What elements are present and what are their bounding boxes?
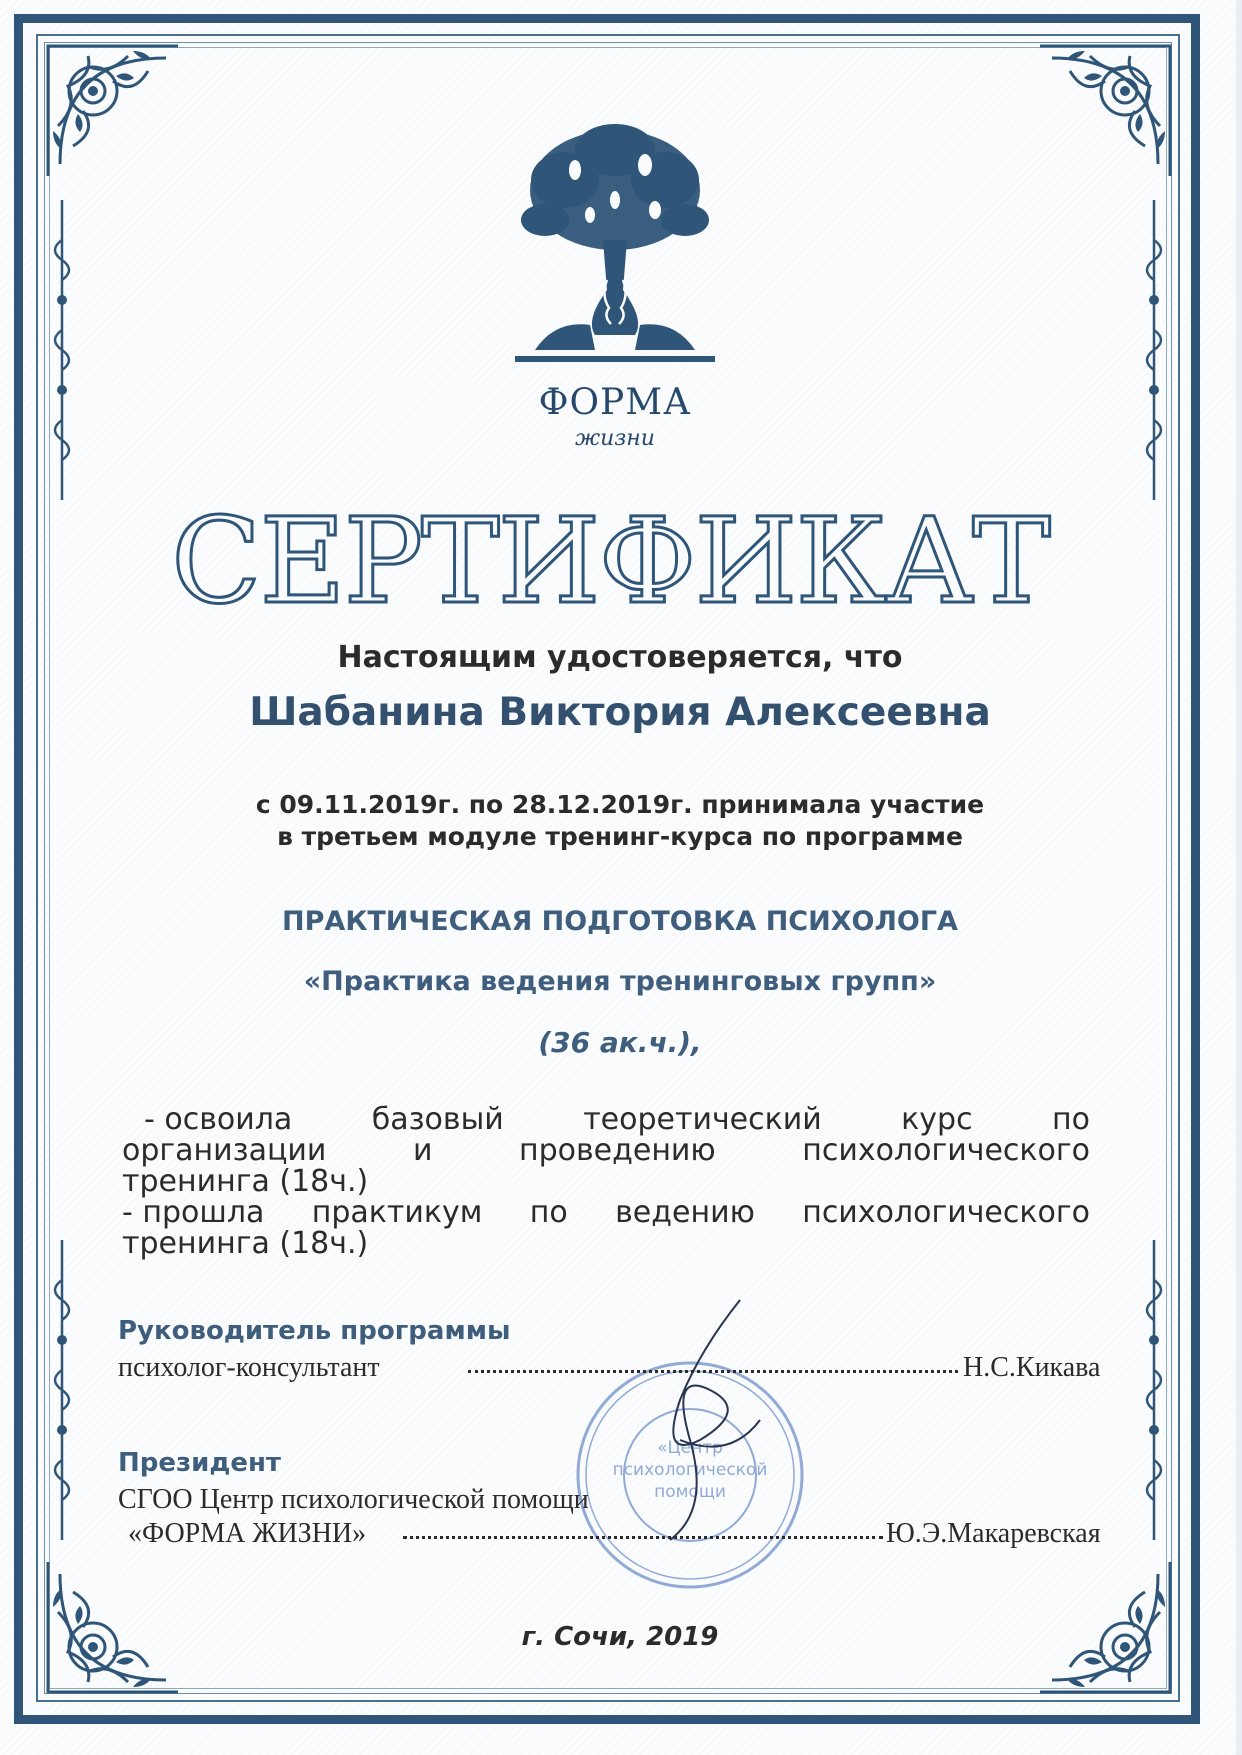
side-ornament-icon: [42, 200, 82, 500]
logo-subtitle: жизни: [575, 426, 655, 451]
president-signature-line: [118, 1518, 1101, 1552]
city-year: г. Сочи, 2019: [521, 1622, 719, 1652]
period-text-line1: с 09.11.2019г. по 28.12.2019г. принимала участие: [255, 790, 985, 819]
program-head-title: Руководитель программы: [118, 1316, 511, 1346]
corner-ornament-icon: [38, 36, 188, 186]
president-org-name: «ФОРМА ЖИЗНИ»: [128, 1518, 367, 1549]
course-hours: (36 ак.ч.),: [538, 1026, 702, 1059]
svg-text:«Центр: «Центр: [657, 1438, 723, 1458]
page-edge: [1236, 0, 1242, 1755]
dotted-leader: [468, 1370, 958, 1373]
president-name: Ю.Э.Макаревская: [886, 1518, 1101, 1549]
president-title: Президент: [118, 1448, 281, 1478]
dotted-leader: [403, 1536, 883, 1539]
certificate-title: [170, 492, 1050, 630]
program-title: ПРАКТИЧЕСКАЯ ПОДГОТОВКА ПСИХОЛОГА: [282, 906, 958, 937]
corner-ornament-icon: [1030, 36, 1180, 186]
tree-faces-logo-icon: [495, 120, 735, 370]
list-item: тренинга (18ч.): [122, 1226, 369, 1261]
intro-text: Настоящим удостоверяется, что: [337, 640, 903, 675]
logo-title: ФОРМА: [538, 382, 692, 423]
program-head-signature-line: [118, 1352, 1101, 1386]
svg-text:психологической: психологической: [612, 1460, 768, 1480]
recipient-name: Шабанина Виктория Алексеевна: [249, 690, 991, 735]
side-ornament-icon: [1134, 1240, 1174, 1540]
list-item: - освоила базовый теоретический курс по: [144, 1102, 1090, 1137]
side-ornament-icon: [1134, 200, 1174, 500]
svg-text:помощи: помощи: [654, 1482, 726, 1502]
side-ornament-icon: [42, 1240, 82, 1540]
course-title: «Практика ведения тренинговых групп»: [303, 966, 937, 997]
period-text-line2: в третьем модуле тренинг-курса по программе: [277, 822, 963, 851]
list-item: - прошла практикум по ведению психологического: [122, 1195, 1090, 1230]
program-head-name: Н.С.Кикава: [963, 1352, 1101, 1383]
list-item: организации и проведению психологического: [122, 1133, 1090, 1168]
svg-text:СЕРТИФИКАТ: СЕРТИФИКАТ: [171, 492, 1049, 630]
list-item: тренинга (18ч.): [122, 1164, 369, 1199]
achievements-list: [122, 1104, 1090, 1259]
president-org: СГОО Центр психологической помощи: [118, 1484, 589, 1515]
program-head-role: психолог-консультант: [118, 1352, 380, 1383]
president-org-line: [118, 1484, 1078, 1518]
